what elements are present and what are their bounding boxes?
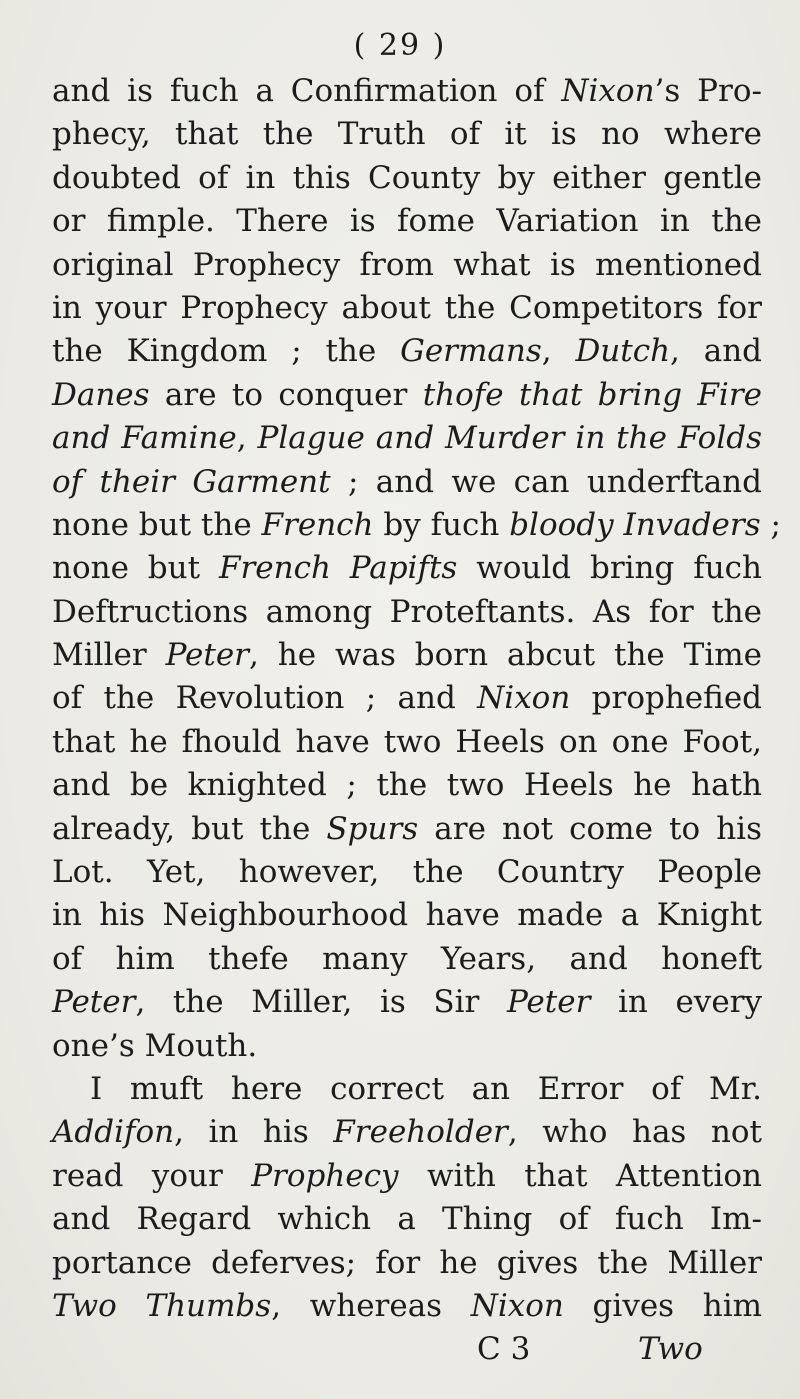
text-line <box>52 1111 762 1154</box>
text-line <box>52 808 762 851</box>
text-line <box>52 1242 762 1285</box>
text-line <box>52 417 762 460</box>
text-run: one’s Mouth. <box>52 1027 258 1064</box>
page-number: ( 29 ) <box>353 28 447 63</box>
text-run: , he was born abcut the Time <box>249 637 762 674</box>
text-run: ; <box>760 506 781 543</box>
text-line <box>52 591 762 634</box>
italic-text: Nixon <box>477 680 571 717</box>
italic-text: Prophecy <box>251 1157 399 1194</box>
italic-text: Peter <box>165 637 249 674</box>
text-run: gives him <box>563 1287 763 1324</box>
text-run: and is fuch a Confirmation of <box>52 73 562 109</box>
text-run: Lot. Yet, however, the Country People <box>52 854 762 891</box>
text-run: would bring fuch <box>457 550 762 587</box>
body-text <box>52 70 781 1372</box>
signature-mark: C 3 <box>477 1331 531 1368</box>
italic-text: Nixon <box>561 73 655 109</box>
text-run: with that Attention <box>398 1157 762 1194</box>
text-run: of the Revolution ; and <box>52 680 478 717</box>
text-line <box>52 634 762 677</box>
text-run: none but the <box>52 506 262 543</box>
text-line <box>52 1025 762 1068</box>
text-run: none but <box>52 550 219 587</box>
text-run: ’s Pro- <box>654 73 762 109</box>
text-line <box>52 461 762 504</box>
text-run: by fuch <box>373 506 510 543</box>
text-line <box>52 1068 762 1111</box>
text-run: , who has not <box>507 1114 762 1151</box>
text-run: , the Miller, is Sir <box>135 984 507 1021</box>
text-run: phecy, that the Truth of it is no where <box>52 116 762 153</box>
italic-text: French <box>261 506 374 543</box>
text-line <box>52 157 762 200</box>
italic-text: Peter <box>52 984 136 1021</box>
text-run: Miller <box>52 637 166 674</box>
signature-line <box>52 1328 762 1371</box>
text-line <box>52 1198 762 1241</box>
text-run: that he fhould have two Heels on one Foot, <box>52 723 762 760</box>
text-line <box>52 677 762 720</box>
text-run: original Prophecy from what is mentioned <box>52 246 762 283</box>
text-line <box>52 330 762 373</box>
text-run: , in his <box>174 1114 334 1151</box>
text-run: and Regard which a Thing of fuch Im- <box>52 1201 762 1238</box>
text-run: , <box>541 333 576 370</box>
italic-text: Peter <box>506 984 591 1021</box>
text-line <box>52 1285 762 1328</box>
text-run: Deftructions among Proteftants. As for the <box>52 593 762 630</box>
text-run: and be knighted ; the two Heels he hath <box>52 767 762 804</box>
text-line <box>52 851 762 894</box>
italic-text: Two Thumbs <box>52 1287 272 1324</box>
text-line <box>52 721 762 764</box>
italic-text: and Famine <box>52 420 237 457</box>
text-line <box>52 244 762 287</box>
text-run: in his Neighbourhood have made a Knight <box>52 897 762 934</box>
text-line <box>52 764 762 807</box>
text-run: portance deferves; for he gives the Miller <box>52 1244 762 1281</box>
text-run: , and <box>670 333 763 370</box>
italic-text: thofe that bring Fire <box>422 376 762 413</box>
text-line <box>52 113 762 156</box>
catchword: Two <box>638 1331 703 1368</box>
text-line <box>52 200 762 243</box>
italic-text: French Papifts <box>218 550 458 587</box>
text-line <box>52 894 762 937</box>
text-run: are not come to his <box>418 810 762 847</box>
text-run: or fimple. There is fome Variation in the <box>52 203 762 240</box>
text-run: in your Prophecy about the Competitors for <box>52 289 762 326</box>
text-line <box>52 70 762 113</box>
italic-text: Plague and Murder in the Folds <box>257 420 762 457</box>
text-line <box>52 374 762 417</box>
text-line <box>52 938 762 981</box>
text-run: already, but the <box>52 810 327 847</box>
text-line <box>52 1155 762 1198</box>
text-run: , whereas <box>271 1287 471 1324</box>
text-run: of him thefe many Years, and honeft <box>52 940 762 977</box>
italic-text: Dutch <box>575 333 671 370</box>
text-run: are to conquer <box>149 376 423 413</box>
text-line <box>52 287 762 330</box>
text-line <box>52 504 781 547</box>
italic-text: Danes <box>52 376 150 413</box>
italic-text: Addifon <box>52 1114 175 1151</box>
italic-text: bloody Invaders <box>509 506 761 543</box>
text-run: in every <box>590 984 763 1021</box>
text-line <box>52 981 762 1024</box>
text-run: , <box>236 420 258 457</box>
text-line <box>52 547 762 590</box>
text-run: read your <box>52 1157 252 1194</box>
text-run: ; and we can underftand <box>330 463 762 500</box>
text-run: the Kingdom ; the <box>52 333 401 370</box>
italic-text: Spurs <box>326 810 419 847</box>
text-run: I muft here correct an Error of Mr. <box>90 1070 762 1107</box>
text-run: doubted of in this County by either gentle <box>52 159 762 196</box>
text-run: prophefied <box>570 680 763 717</box>
italic-text: Nixon <box>470 1287 564 1324</box>
italic-text: Germans <box>400 333 542 370</box>
italic-text: of their Garment <box>52 463 331 500</box>
italic-text: Freeholder <box>333 1114 508 1151</box>
